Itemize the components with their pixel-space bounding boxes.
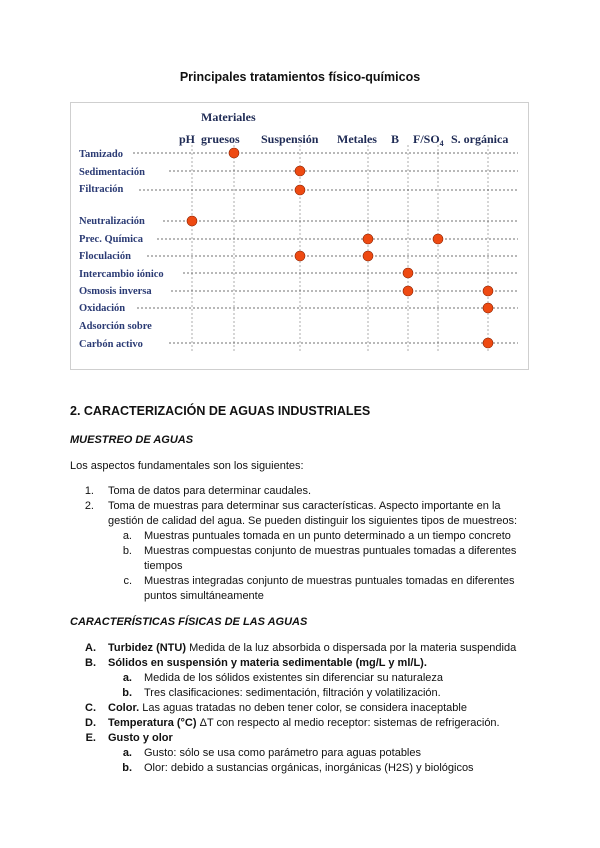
term-description: Medida de la luz absorbida o dispersada por la materia suspendida — [186, 642, 517, 654]
row-label-intercambio-ionico: Intercambio iónico — [79, 269, 164, 280]
term-turbidez: Turbidez (NTU) — [108, 642, 187, 654]
section-heading: 2. CARACTERIZACIÓN DE AGUAS INDUSTRIALES — [70, 404, 371, 418]
list-item — [0, 716, 600, 731]
list-marker: E. — [85, 732, 96, 744]
row-label-neutralizacion: Neutralización — [79, 216, 145, 227]
row-label-carbon-activo: Carbón activo — [79, 339, 143, 350]
subheading-caracteristicas: CARACTERÍSTICAS FÍSICAS DE LAS AGUAS — [70, 616, 308, 628]
list-marker: b. — [122, 762, 132, 774]
list-item — [0, 484, 600, 499]
intro-text: Los aspectos fundamentales son los siguientes: — [70, 460, 304, 472]
row-label-osmosis-inversa: Osmosis inversa — [79, 286, 152, 297]
term-gusto-olor: Gusto y olor — [108, 732, 173, 744]
list-item — [0, 701, 600, 716]
col-gruesos: gruesos — [201, 132, 240, 146]
col-ph: pH — [179, 132, 196, 146]
col-metales: Metales — [337, 132, 377, 146]
dot-tamizado-gruesos — [229, 148, 239, 158]
dot-prec-quimica-metales — [363, 234, 373, 244]
row-label-floculacion: Floculación — [79, 251, 131, 262]
list-marker: b. — [122, 545, 132, 557]
list-item — [0, 761, 600, 776]
row-lines — [133, 153, 518, 343]
dot-oxidacion-s-organica — [483, 303, 493, 313]
list-item — [0, 544, 600, 574]
list-marker: 1. — [84, 485, 94, 497]
list-item-text: puntos simultáneamente — [144, 590, 264, 602]
dot-sedimentacion-suspension — [295, 166, 305, 176]
list-item-text: Muestras puntuales tomada en un punto determinado a un tiempo concreto — [144, 530, 511, 542]
list-marker: c. — [123, 575, 132, 587]
dot-carbon-s-organica — [483, 338, 493, 348]
row-label-filtracion: Filtración — [79, 184, 124, 195]
list-marker: A. — [85, 642, 96, 654]
term-description: Las aguas tratadas no deben tener color, se considera inaceptable — [139, 702, 467, 714]
list-marker: b. — [122, 687, 132, 699]
row-label-prec-quimica: Prec. Química — [79, 234, 143, 245]
col-s-organica: S. orgánica — [451, 132, 509, 146]
figure-title: Principales tratamientos físico-químicos — [179, 70, 421, 84]
col-suspension: Suspensión — [261, 132, 319, 146]
term-description: ΔT con respecto al medio receptor: sistemas de refrigeración. — [196, 717, 500, 729]
dot-filtracion-suspension — [295, 185, 305, 195]
list-item-text: Gusto: sólo se usa como parámetro para aguas potables — [144, 747, 421, 759]
dot-neutralizacion-ph — [187, 216, 197, 226]
list-item-text: Olor: debido a sustancias orgánicas, inorgánicas (H2S) y biológicos — [144, 762, 474, 774]
row-label-tamizado: Tamizado — [79, 149, 123, 160]
term-color: Color. — [108, 702, 140, 714]
treatment-matrix-figure — [70, 102, 529, 370]
treatment-matrix-svg — [71, 103, 528, 369]
list-marker: C. — [85, 702, 96, 714]
column-guides — [192, 145, 488, 353]
list-marker: a. — [122, 747, 132, 759]
list-item — [0, 656, 600, 671]
dot-osmosis-s-organica — [483, 286, 493, 296]
dot-prec-quimica-fso4 — [433, 234, 443, 244]
dot-floculacion-metales — [363, 251, 373, 261]
list-marker: a. — [122, 530, 132, 542]
list-item-text: Muestras integradas conjunto de muestras puntuales tomadas en diferentes — [144, 575, 515, 587]
row-label-oxidacion: Oxidación — [79, 303, 126, 314]
list-marker: 2. — [84, 500, 94, 512]
list-item — [0, 499, 600, 529]
list-item-text: Muestras compuestas conjunto de muestras puntuales tomadas a diferentes — [144, 545, 517, 557]
list-item-text: Toma de muestras para determinar sus características. Aspecto importante en la — [108, 500, 501, 512]
row-label-adsorcion-sobre: Adsorción sobre — [79, 321, 152, 332]
list-item — [0, 574, 600, 604]
list-item-text: tiempos — [144, 560, 183, 572]
subheading-muestreo: MUESTREO DE AGUAS — [70, 434, 194, 446]
dot-floculacion-suspension — [295, 251, 305, 261]
list-item — [0, 641, 600, 656]
term-solidos: Sólidos en suspensión y materia sedimentable (mg/L y ml/L). — [108, 657, 427, 669]
group-header: Materiales — [201, 110, 256, 124]
list-item — [0, 731, 600, 746]
dot-intercambio-b — [403, 268, 413, 278]
list-item — [0, 529, 600, 544]
list-item — [0, 671, 600, 686]
list-marker: B. — [85, 657, 96, 669]
list-item-text: Medida de los sólidos existentes sin diferenciar su naturaleza — [144, 672, 443, 684]
row-label-sedimentacion: Sedimentación — [79, 167, 145, 178]
list-marker: D. — [85, 717, 96, 729]
list-item — [0, 686, 600, 701]
list-item-text: Toma de datos para determinar caudales. — [108, 485, 312, 497]
term-temperatura: Temperatura (°C) — [108, 717, 197, 729]
list-item-text: Tres clasificaciones: sedimentación, filtración y volatilización. — [144, 687, 441, 699]
col-b: B — [391, 132, 400, 146]
list-item-text: gestión de calidad del agua. Se pueden distinguir los siguientes tipos de muestreos: — [108, 515, 518, 527]
list-item — [0, 746, 600, 761]
list-marker: a. — [122, 672, 132, 684]
dot-osmosis-b — [403, 286, 413, 296]
col-fso4: $F/SO_4$ — [413, 132, 444, 148]
